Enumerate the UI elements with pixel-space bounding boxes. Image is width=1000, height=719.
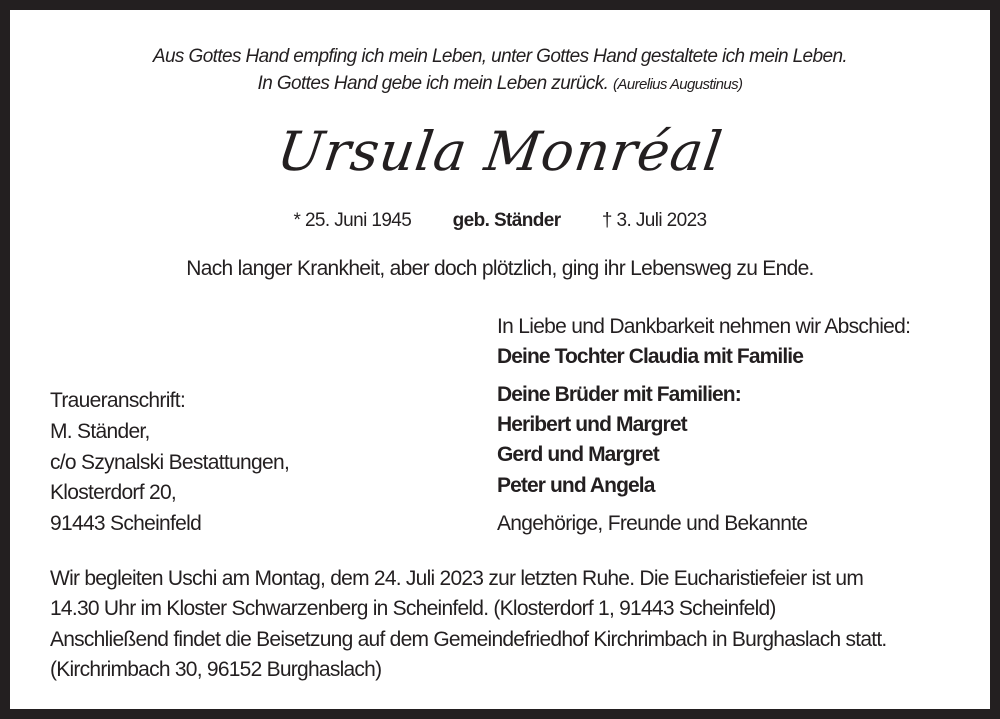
address-line: c/o Szynalski Bestattungen, xyxy=(50,451,290,474)
address-line: M. Ständer, xyxy=(50,420,150,443)
quote-line-1 xyxy=(10,46,990,68)
mourner-brother: Gerd und Margret xyxy=(497,443,659,466)
address-label: Traueranschrift: xyxy=(50,389,186,412)
mourners-brothers-heading: Deine Brüder mit Familien: xyxy=(497,383,741,406)
funeral-line: (Kirchrimbach 30, 96152 Burghaslach) xyxy=(50,658,382,681)
funeral-line: Wir begleiten Uschi am Montag, dem 24. Juli 2023 zur letzten Ruhe. Die Eucharistiefeier ist um xyxy=(50,567,864,590)
quote-text: In Gottes Hand gebe ich mein Leben zurück. xyxy=(257,73,609,94)
birth-date: * 25. Juni 1945 xyxy=(293,210,412,231)
death-date: † 3. Juli 2023 xyxy=(601,210,707,231)
deceased-name: Ursula Monréal xyxy=(273,120,727,183)
funeral-line: 14.30 Uhr im Kloster Schwarzenberg in Scheinfeld. (Klosterdorf 1, 91443 Scheinfeld) xyxy=(50,597,776,620)
quote-line-2 xyxy=(10,73,990,95)
funeral-line: Anschließend findet die Beisetzung auf dem Gemeindefriedhof Kirchrimbach in Burghaslach statt. xyxy=(50,628,887,651)
address-line: 91443 Scheinfeld xyxy=(50,512,202,535)
maiden-name: geb. Ständer xyxy=(452,210,561,231)
mourner-brother: Heribert und Margret xyxy=(497,413,687,436)
address-line: Klosterdorf 20, xyxy=(50,481,177,504)
mourners-intro: In Liebe und Dankbarkeit nehmen wir Abschied: xyxy=(497,315,911,338)
quote-attribution: (Aurelius Augustinus) xyxy=(613,76,743,93)
mourner-brother: Peter und Angela xyxy=(497,474,655,497)
mourner-daughter: Deine Tochter Claudia mit Familie xyxy=(497,345,803,368)
mourners-others: Angehörige, Freunde und Bekannte xyxy=(497,512,808,535)
quote-text: Aus Gottes Hand empfing ich mein Leben, unter Gottes Hand gestaltete ich mein Leben. xyxy=(152,46,848,67)
announcement: Nach langer Krankheit, aber doch plötzlich, ging ihr Lebensweg zu Ende. xyxy=(186,257,814,280)
life-dates xyxy=(10,210,990,232)
